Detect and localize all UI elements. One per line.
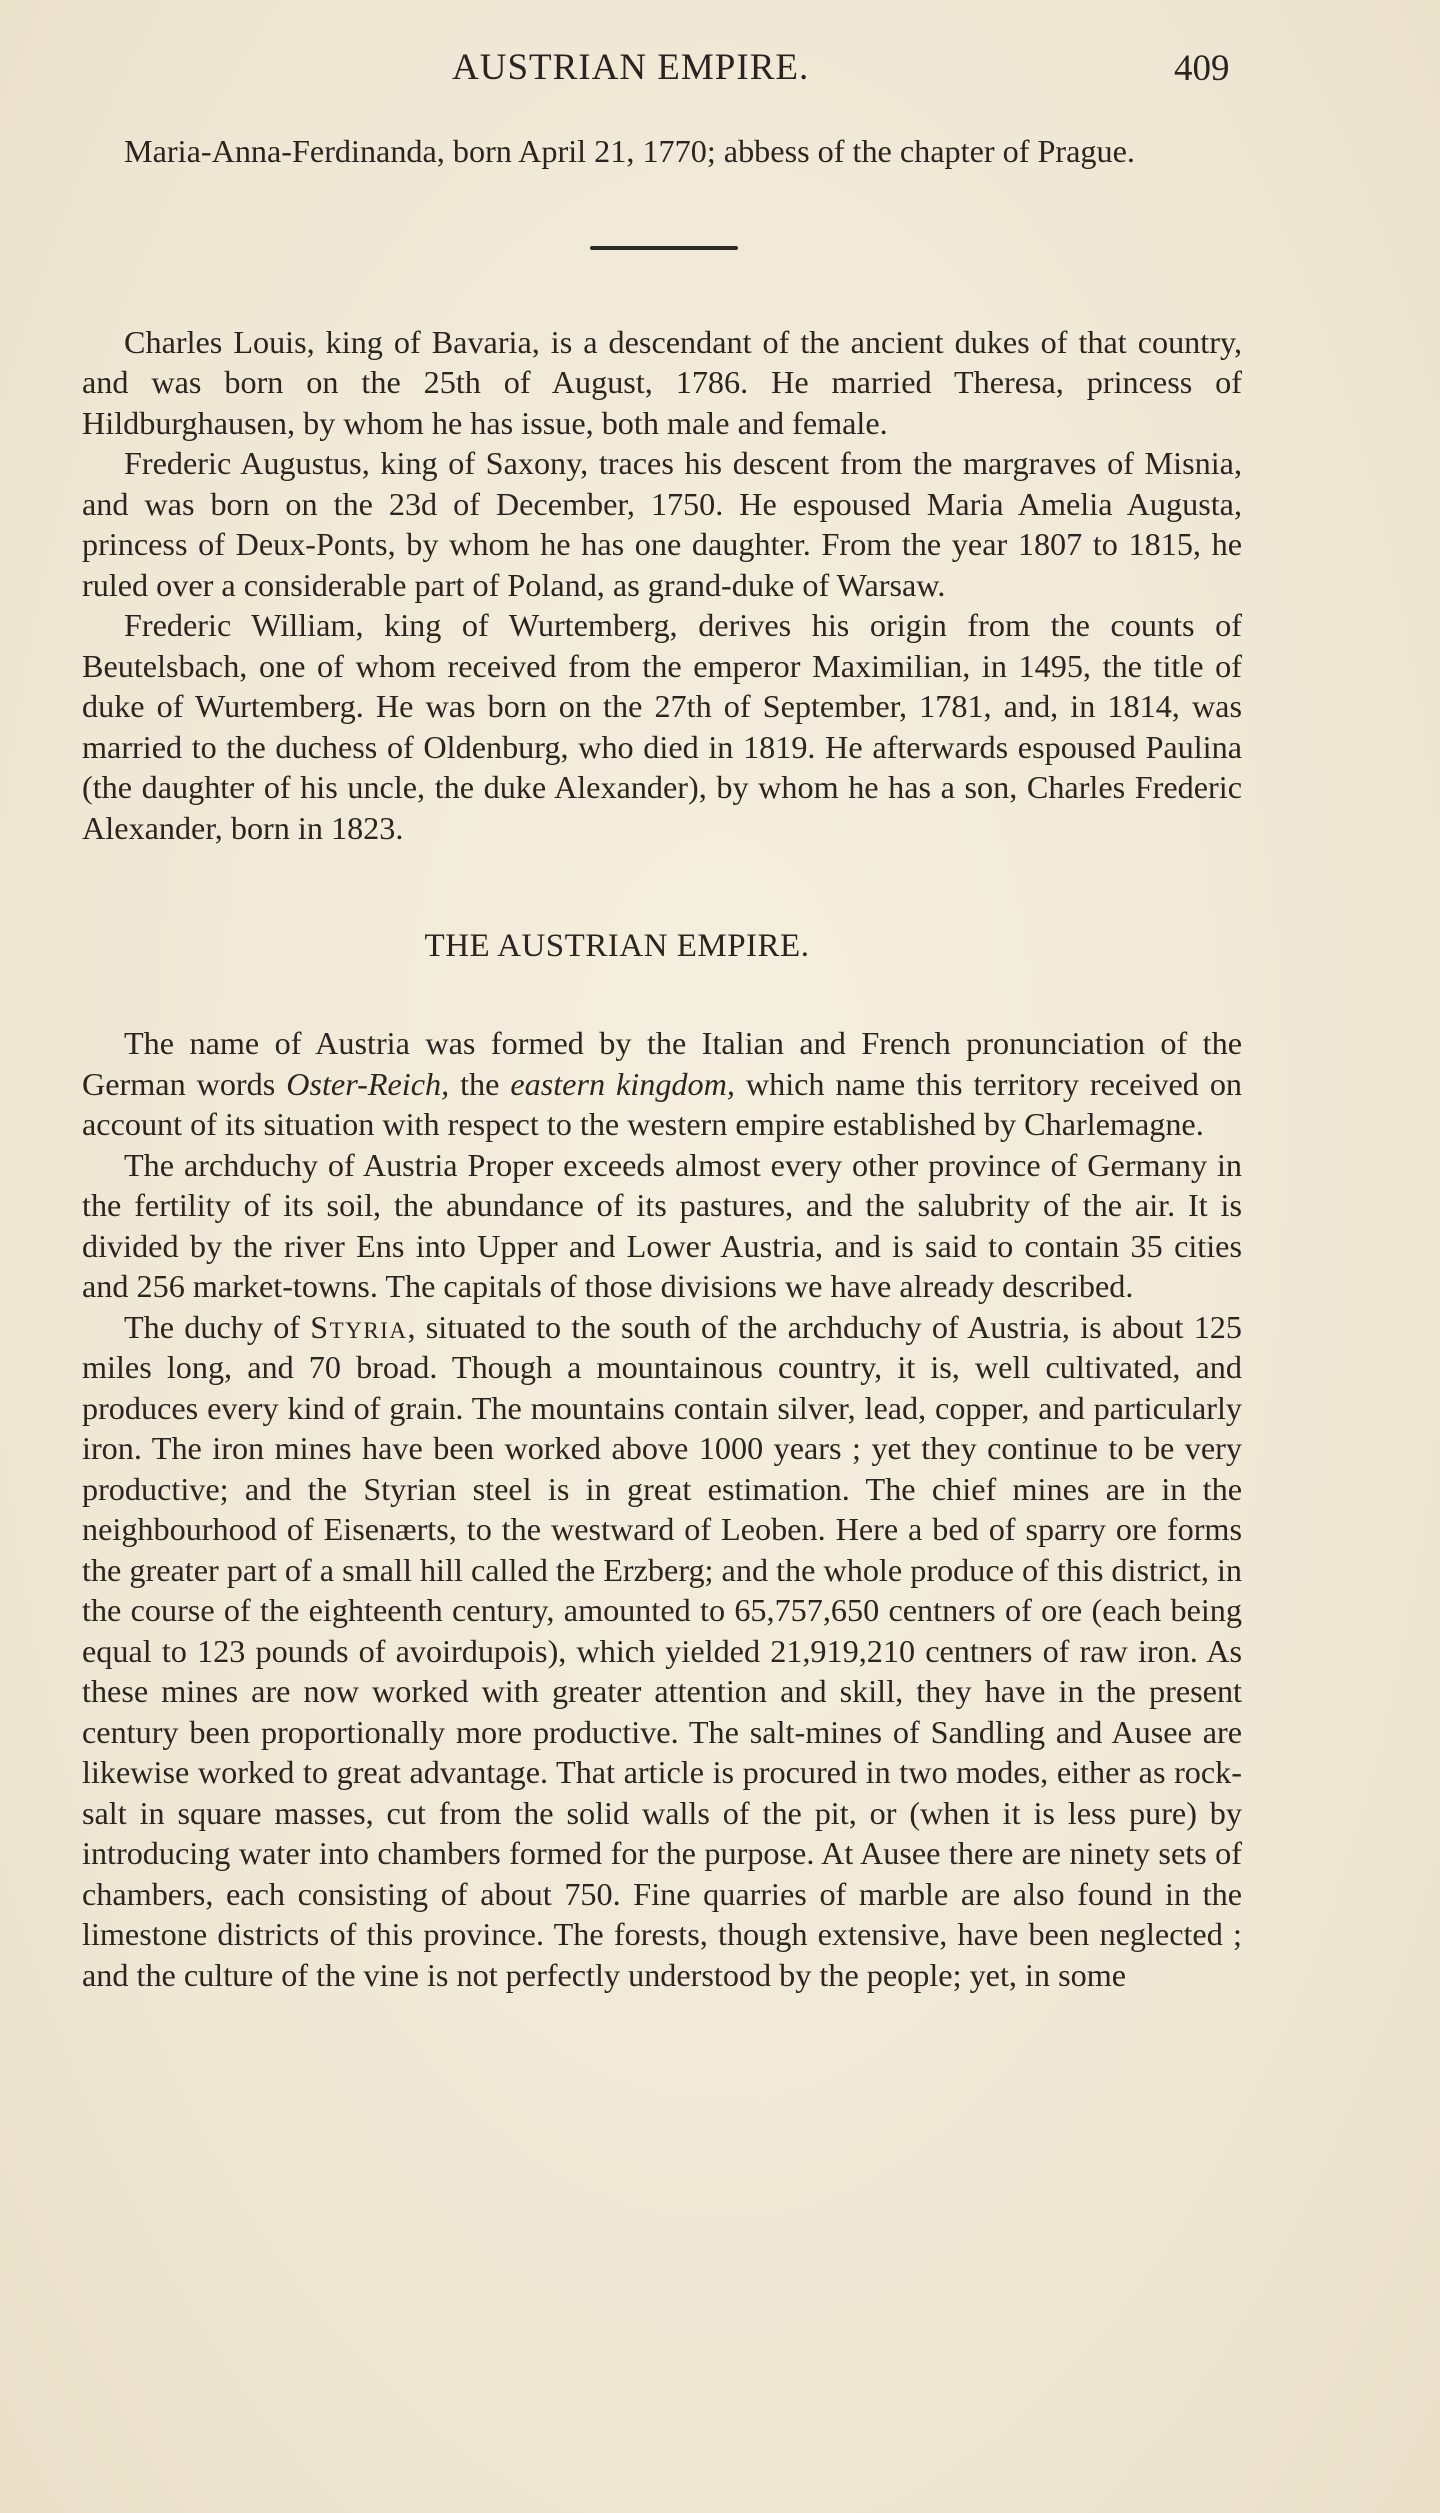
p5-oster-reich: Oster-Reich,: [286, 1065, 450, 1102]
section-title: THE AUSTRIAN EMPIRE.: [424, 928, 810, 964]
p7-text-after: , situated to the south of the archduchy of Austria, is about 125 miles long, and 70 broad. Though a mountainous country, it is, well cultivated, and produces every kind of grain. The mountains contain silver, lead, copper, and particularly iron. The iron mines have been worked above 1000 years ; yet they continue to be very productive; and the Styrian steel is in great estimation. The chief mines are in the neighbourhood of Eisenærts, to the westward of Leoben. Here a bed of sparry ore forms the greater part of a small hill called the Erzberg; and the whole produce of this district, in the course of the eighteenth century, amounted to 65,757,650 centners of ore (each being equal to 123 pounds of avoirdupois), which yielded 21,919,210 centners of raw iron. As these mines are now worked with greater attention and skill, they have in the present century been proportionally more productive. The salt-mines of Sandling and Ausee are likewise worked to great advantage. That article is procured in two modes, either as rock-salt in square masses, cut from the solid walls of the pit, or (when it is less pure) by introducing water into chambers formed for the purpose. At Ausee there are ninety sets of chambers, each consisting of about 750. Fine quarries of marble are also found in the limestone districts of this province. The forests, though extensive, have been neglected ; and the culture of the vine is not perfectly understood by the people; yet, in some: [82, 1308, 1242, 1993]
paragraph-charles-louis: Charles Louis, king of Bavaria, is a descendant of the ancient dukes of that country, and was born on the 25th of August, 1786. He married Theresa, princess of Hildburghausen, by whom he has issue, both male and female.: [82, 323, 1242, 441]
p5-text-before: The name of Austria was formed by the Italian and French pronunciation of the German words: [82, 1025, 1242, 1102]
section-divider: [82, 172, 1242, 322]
paragraph-maria-anna: Maria-Anna-Ferdinanda, born April 21, 1770; abbess of the chapter of Prague.: [124, 133, 1135, 169]
paragraph-frederic-william: Frederic William, king of Wurtemberg, derives his origin from the counts of Beutelsbach, one of whom received from the emperor Maximilian, in 1495, the title of duke of Wurtemberg. He was born on the 27th of September, 1781, and, in 1814, was married to the duchess of Oldenburg, who died in 1819. He afterwards espoused Paulina (the daughter of his uncle, the duke Alexander), by whom he has a son, Charles Frederic Alexander, born in 1823.: [82, 607, 1242, 846]
paragraph-name-of-austria: [82, 1023, 1242, 1145]
divider-rule: [590, 246, 738, 250]
page-number: 409: [1174, 48, 1230, 89]
p7-text-before: The duchy of: [124, 1308, 311, 1345]
p5-text-mid: the: [449, 1065, 511, 1102]
paragraph-archduchy: The archduchy of Austria Proper exceeds almost every other province of Germany in the fertility of its soil, the abundance of its pastures, and the salubrity of the air. It is divided by the river Ens into Upper and Lower Austria, and is said to contain 35 cities and 256 market-towns. The capitals of those divisions we have already described.: [82, 1146, 1242, 1304]
p5-eastern-kingdom: eastern kingdom,: [510, 1065, 735, 1102]
page-body: [82, 131, 1242, 1995]
p7-styria: Styria: [310, 1308, 408, 1345]
paragraph-styria: [82, 1307, 1242, 1996]
running-title: AUSTRIAN EMPIRE.: [452, 47, 810, 88]
page-header: [0, 46, 1440, 96]
paragraph-frederic-augustus: Frederic Augustus, king of Saxony, traces his descent from the margraves of Misnia, and was born on the 23d of December, 1750. He espoused Maria Amelia Augusta, princess of Deux-Ponts, by whom he has one daughter. From the year 1807 to 1815, he ruled over a considerable part of Poland, as grand-duke of Warsaw.: [82, 445, 1242, 603]
p5-text-after: which name this territory received on account of its situation with respect to the western empire established by Charlemagne.: [82, 1065, 1243, 1142]
